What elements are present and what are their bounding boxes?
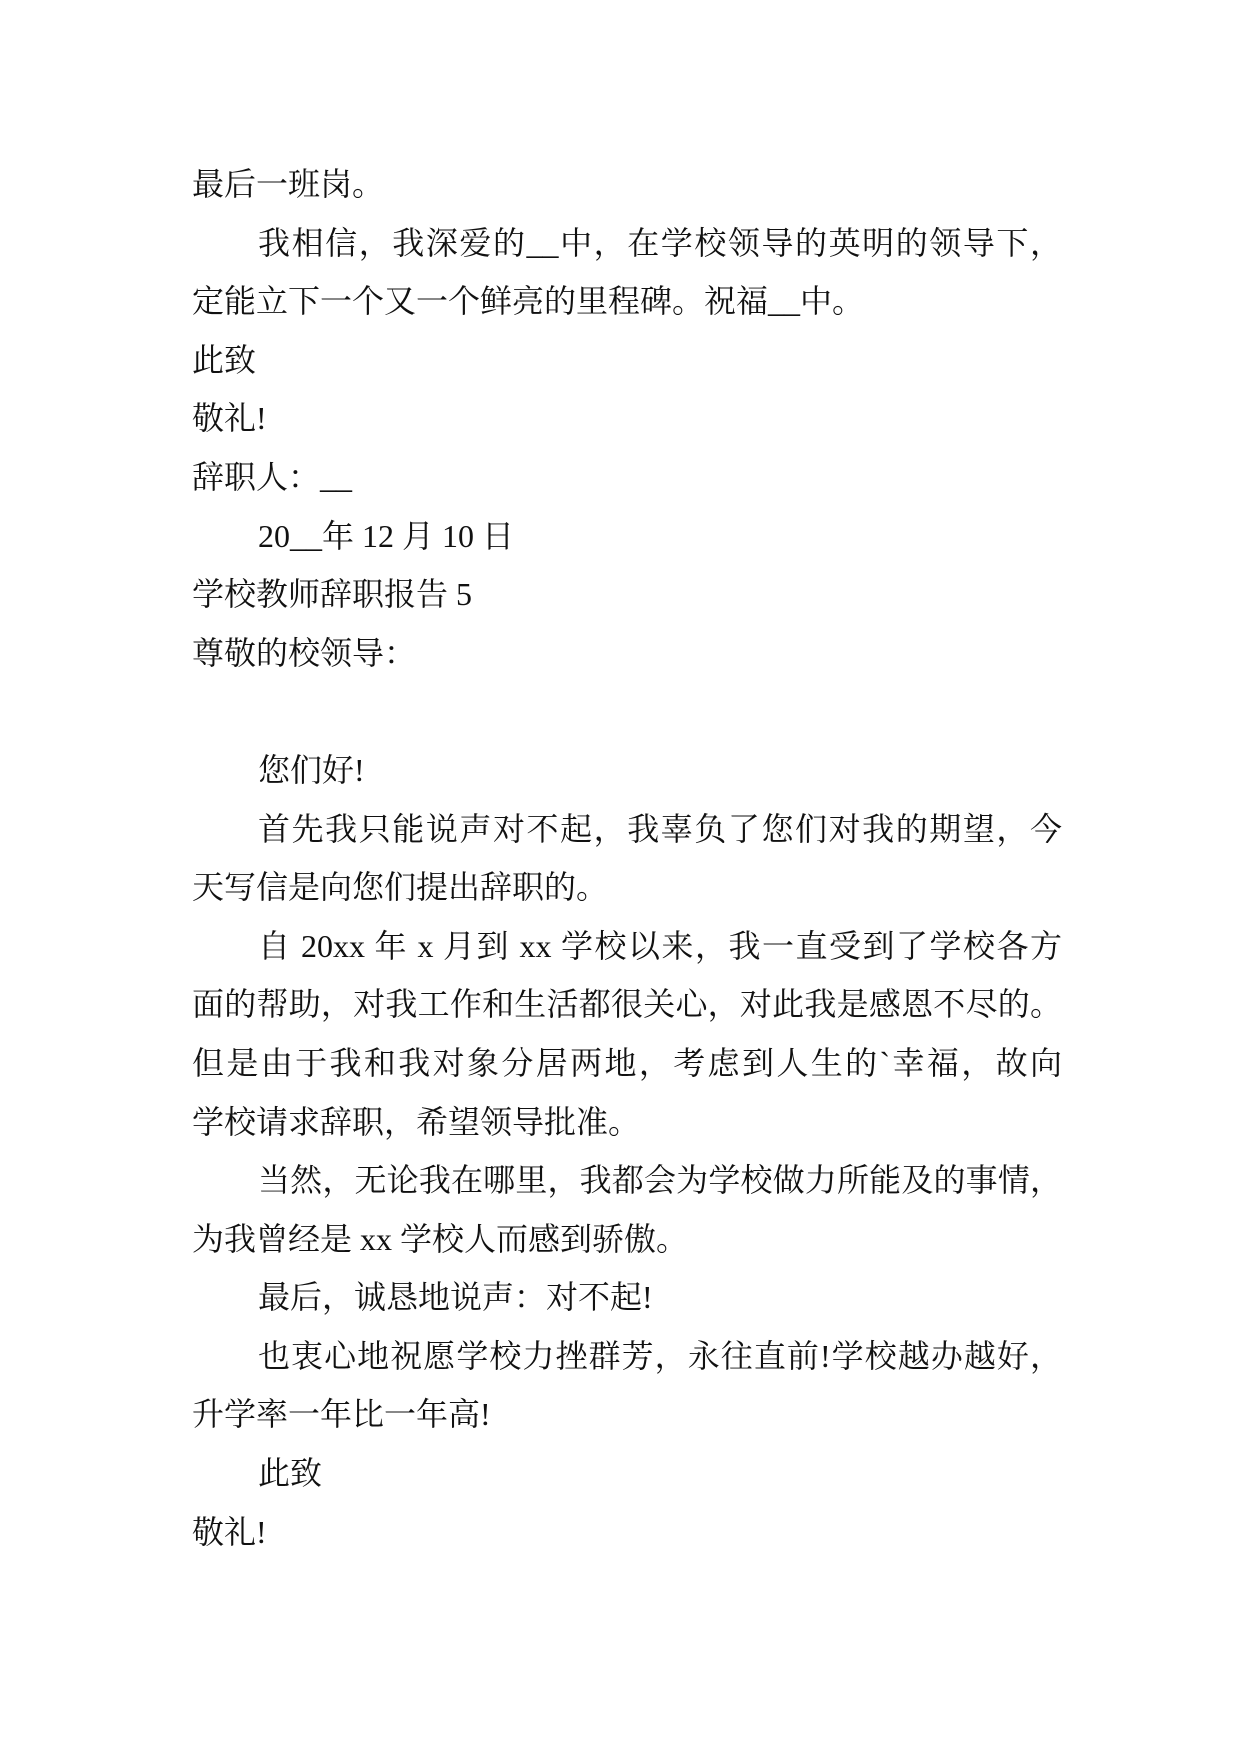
- paragraph-line: 我相信，我深爱的__中，在学校领导的英明的领导下，: [258, 224, 1062, 261]
- greeting-line: 您们好!: [258, 751, 365, 788]
- paragraph-line: 定能立下一个又一个鲜亮的里程碑。祝福__中。: [192, 283, 865, 320]
- blank-line: [0, 682, 1241, 741]
- signature-line: 辞职人：__: [192, 458, 353, 495]
- paragraph-line: 学校请求辞职，希望领导批准。: [192, 1103, 641, 1140]
- paragraph-line: 也衷心地祝愿学校力挫群芳，永往直前!学校越办越好，: [258, 1337, 1062, 1374]
- date-line: 20__年 12 月 10 日: [258, 517, 515, 554]
- report-title: 学校教师辞职报告 5: [192, 576, 473, 613]
- paragraph-line: 最后，诚恳地说声：对不起!: [258, 1279, 653, 1316]
- paragraph-line: 当然，无论我在哪里，我都会为学校做力所能及的事情，: [258, 1162, 1062, 1199]
- closing-jingli: 敬礼!: [192, 1513, 267, 1550]
- paragraph-line: 最后一班岗。: [192, 166, 385, 202]
- paragraph-line: 自 20xx 年 x 月到 xx 学校以来，我一直受到了学校各方: [258, 927, 1062, 964]
- closing-cizhi: 此致: [192, 341, 257, 378]
- closing-cizhi: 此致: [258, 1455, 323, 1492]
- paragraph-line: 面的帮助，对我工作和生活都很关心，对此我是感恩不尽的。: [192, 986, 1062, 1023]
- paragraph-line: 首先我只能说声对不起，我辜负了您们对我的期望，今: [258, 810, 1062, 847]
- paragraph-line: 为我曾经是 xx 学校人而感到骄傲。: [192, 1220, 689, 1257]
- paragraph-line: 天写信是向您们提出辞职的。: [192, 869, 609, 906]
- paragraph-line: 升学率一年比一年高!: [192, 1396, 491, 1433]
- closing-jingli: 敬礼!: [192, 400, 267, 437]
- recipient-salutation: 尊敬的校领导：: [192, 634, 417, 671]
- paragraph-line: 但是由于我和我对象分居两地，考虑到人生的`幸福，故向: [192, 1044, 1062, 1081]
